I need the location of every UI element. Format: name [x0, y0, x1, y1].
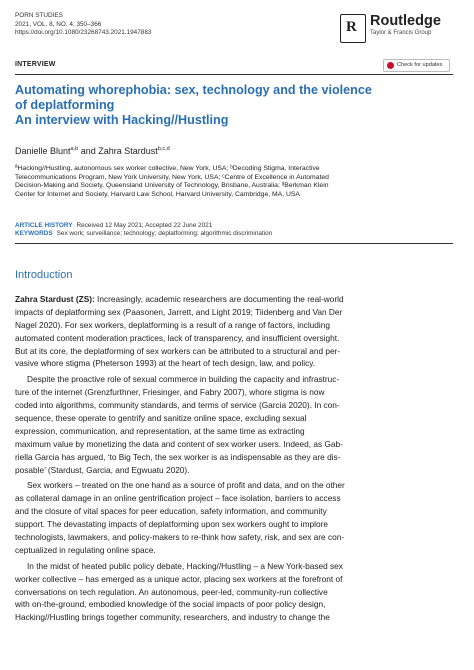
line-text: posable’ (Stardust, Garcia, and Egwuatu 2020).	[15, 464, 190, 475]
article-history-text: Received 12 May 2021; Accepted 22 June 2021	[76, 222, 213, 229]
text-line	[15, 373, 455, 386]
publisher-logo	[340, 12, 462, 42]
author-1-affil: a,b	[70, 146, 79, 152]
affiliations	[15, 165, 455, 199]
publisher-subtitle: Taylor & Francis Group	[370, 30, 432, 36]
line-text: worker collective – has emerged as a unique actor, placing sex workers at the forefront of	[15, 573, 343, 584]
line-text: Despite the proactive role of sexual commerce in building the capacity and infrastruc-	[27, 374, 340, 385]
publisher-name: Routledge	[370, 13, 441, 29]
article-meta	[15, 222, 272, 239]
line-text: coded into algorithms, community standards, and terms of service (Garcia 2020). In con-	[15, 400, 340, 411]
section-heading: Introduction	[15, 269, 73, 281]
text-line	[15, 586, 455, 599]
text-line	[15, 438, 455, 451]
affiliation-line: Decision-Making and Society, Queensland University of Technology, Brisbane, Australia; ᵈBerkman Klein	[15, 182, 329, 190]
line-text: sequence, these operate to gentrify and sanitize online space, excluding sexual	[15, 413, 307, 424]
text-line	[15, 345, 455, 358]
check-for-updates-button[interactable]	[383, 59, 450, 72]
text-line	[15, 399, 455, 412]
line-text: technologists, lawmakers, and policy-makers to re-think how safety, risk, and sex are con-	[15, 532, 345, 543]
journal-volume: 2021, VOL. 8, NO. 4, 350–366	[15, 20, 102, 28]
text-line	[15, 293, 455, 306]
text-line	[15, 518, 455, 531]
meta-divider	[15, 243, 453, 244]
journal-info	[15, 12, 151, 38]
title-line-3: An interview with Hacking//Hustling	[15, 113, 229, 127]
section-label: INTERVIEW	[15, 61, 56, 68]
text-line	[15, 319, 455, 332]
text-line	[15, 573, 455, 586]
author-2[interactable]: Zahra Stardust	[98, 146, 158, 156]
article-history-label: ARTICLE HISTORY	[15, 222, 73, 229]
check-updates-label: Check for updates	[397, 62, 443, 68]
text-line	[15, 332, 455, 345]
keywords-text: Sex work; surveillance; technology; deplatforming; algorithmic discrimination	[56, 230, 273, 238]
journal-doi[interactable]: https://doi.org/10.1080/23268743.2021.1947883	[15, 29, 152, 37]
routledge-mark-icon: R	[340, 14, 366, 43]
line-text: vasive whore stigma (Pheterson 1993) at the heart of tech design, law, and policy.	[15, 358, 316, 369]
line-text: Nagel 2020). For sex workers, deplatforming is a result of a range of factors, including	[15, 319, 330, 330]
speaker-label: Zahra Stardust (ZS):	[15, 294, 95, 304]
author-conjunction: and	[80, 146, 96, 156]
text-line	[15, 306, 455, 319]
article-title	[15, 83, 455, 128]
title-line-1: Automating whorephobia: sex, technology and the violence	[15, 83, 372, 97]
text-line	[15, 598, 455, 611]
line-text: Increasingly, academic researchers are documenting the real-world	[94, 294, 344, 304]
line-text: conversations on tech regulation. An autonomous, peer-led, community-run collective	[15, 586, 328, 597]
update-badge-icon	[387, 62, 394, 69]
author-line	[15, 146, 170, 156]
line-text: ture of the internet (Grenzfurthner, Friesinger, and Fabry 2007), whore stigma is now	[15, 387, 325, 398]
text-line	[15, 492, 455, 505]
author-1[interactable]: Danielle Blunt	[15, 146, 71, 156]
line-text: In the midst of heated public policy debate, Hacking//Hustling – a New York-based sex	[27, 560, 343, 571]
text-line	[15, 412, 455, 425]
line-text: impacts of deplatforming sex (Paasonen, Jarrett, and Light 2019; Tiidenberg and Van Der	[15, 306, 343, 317]
author-2-affil: b,c,d	[157, 146, 170, 152]
line-text: maximum value by monetizing the data and content of sex worker users. Indeed, as Gab-	[15, 438, 343, 449]
affiliation-line: Telecommunications Program, New York University, New York, USA; ᶜCentre of Excellence in Automated	[15, 173, 329, 181]
text-line	[15, 386, 455, 399]
text-line	[15, 479, 455, 492]
keywords-label: KEYWORDS	[15, 230, 53, 238]
text-line	[15, 451, 455, 464]
line-text: riella Garcia has argued, ‘to Big Tech, the sex worker is as indispensable as they are dis-	[15, 451, 341, 462]
line-text: Sex workers – treated on the one hand as a source of profit and data, and on the other	[27, 480, 345, 491]
line-text: automated content moderation practices, lack of transparency, and insufficient oversight.	[15, 332, 340, 343]
text-line	[15, 544, 455, 557]
paragraph	[15, 560, 455, 624]
paragraph	[15, 479, 455, 556]
paragraph	[15, 293, 455, 370]
header-divider	[15, 74, 453, 75]
line-text: with on-the-ground, embodied knowledge of the social impacts of poor policy design,	[15, 599, 326, 610]
text-line	[15, 611, 455, 624]
title-line-2: of deplatforming	[15, 98, 115, 112]
line-text: and the closure of vital spaces for peer education, safety information, and community	[15, 506, 327, 517]
line-text: support. The devastating impacts of deplatforming upon sex workers ought to implore	[15, 519, 328, 530]
text-line	[15, 560, 455, 573]
paragraph	[15, 373, 455, 476]
line-text: But at its core, the deplatforming of sex workers can be attributed to a structural and per-	[15, 345, 341, 356]
affiliation-line: Center for Internet and Society, Harvard Law School, Harvard University, Cambridge, MA, USA	[15, 190, 300, 198]
journal-name: PORN STUDIES	[15, 12, 63, 19]
text-line	[15, 357, 455, 370]
line-text: as collateral damage in an online gentrification project – face isolation, barriers to access	[15, 493, 341, 504]
line-text: ceptualized in regulating online space.	[15, 544, 156, 555]
affiliation-line: ªHacking//Hustling, autonomous sex worker collective, New York, USA; ᵇDecoding Stigma, Interactive	[15, 165, 320, 172]
text-line	[15, 425, 455, 438]
text-line	[15, 531, 455, 544]
line-text: expression, communication, and representation, at the same time as extracting	[15, 425, 305, 436]
article-body	[15, 293, 455, 624]
line-text: Hacking//Hustling brings together community, researchers, and industry to change the	[15, 612, 330, 623]
text-line	[15, 505, 455, 518]
text-line	[15, 464, 455, 477]
